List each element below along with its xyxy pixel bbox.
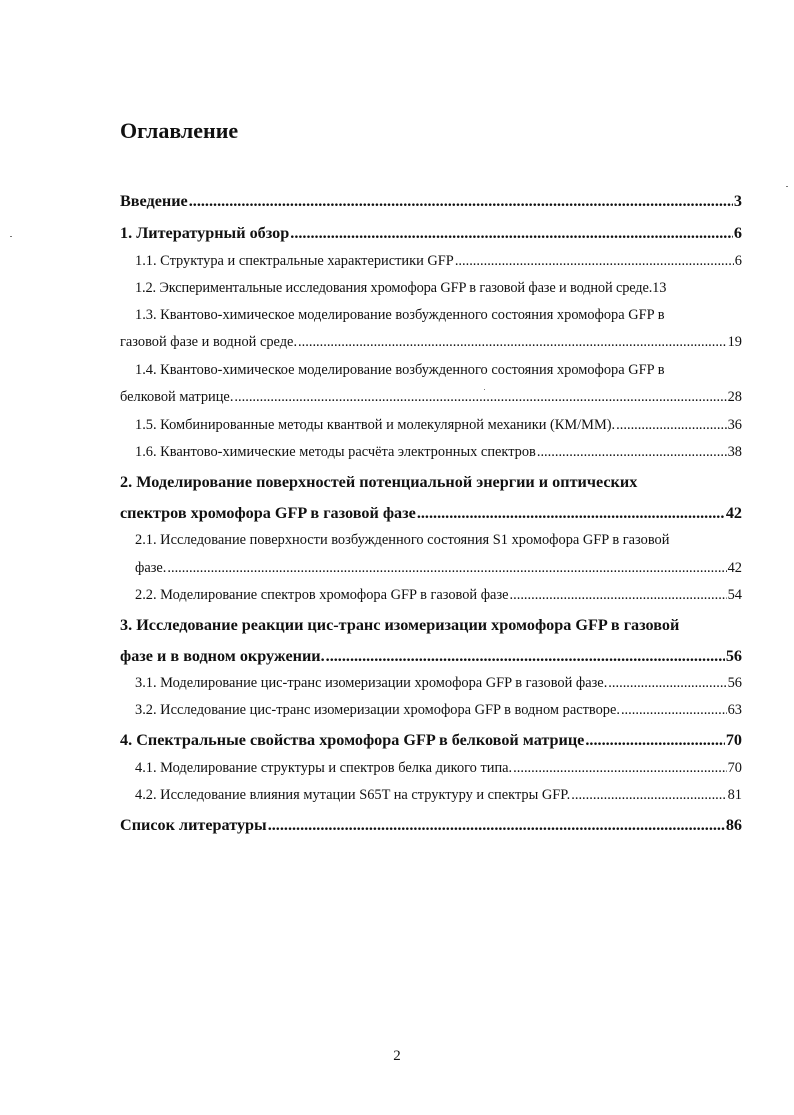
toc-page-number: 28 [727, 389, 742, 405]
toc-page-number: 81 [727, 787, 742, 803]
toc-entry-title: 1.6. Квантово-химические методы расчёта электронных спектров [135, 444, 536, 460]
toc-leader [417, 504, 725, 523]
toc-leader [510, 587, 727, 604]
toc-page-number: 70 [727, 760, 742, 776]
toc-leader [455, 253, 734, 270]
toc-page-number: 42 [727, 560, 742, 576]
scan-speck [484, 389, 485, 390]
toc-leader [513, 760, 726, 777]
toc-leader [537, 444, 727, 461]
toc-entry-section-1-2[interactable]: 1.2. Экспериментальные исследования хромофора GFP в газовой фазе и водной среде.13 [135, 280, 667, 296]
toc-entry-section-2-2[interactable] [135, 587, 742, 604]
toc-entry-chapter-3[interactable] [120, 647, 742, 666]
toc-leader [326, 647, 725, 666]
toc-page-number: 38 [727, 444, 742, 460]
toc-entry-section-1-5[interactable] [135, 417, 742, 434]
toc-entry-title: 3.2. Исследование цис-транс изомеризации хромофора GFP в водном растворе. [135, 702, 620, 718]
toc-leader [290, 224, 733, 243]
toc-entry-section-3-2[interactable] [135, 702, 742, 719]
toc-entry-title: 1.1. Структура и спектральные характеристики GFP [135, 253, 454, 269]
toc-entry-section-1-1[interactable] [135, 253, 742, 270]
toc-page-number: 56 [727, 675, 742, 691]
toc-entry-chapter-3-line1[interactable]: 3. Исследование реакции цис-транс изомеризации хромофора GFP в газовой [120, 616, 680, 634]
toc-entry-section-3-1[interactable] [135, 675, 742, 692]
toc-entry-section-4-2[interactable] [135, 787, 742, 804]
toc-page-number: 6 [733, 224, 742, 242]
toc-page-number: 63 [727, 702, 742, 718]
toc-entry-intro[interactable] [120, 192, 742, 211]
toc-page-number: 54 [727, 587, 742, 603]
page-title: Оглавление [120, 118, 239, 143]
toc-entry-title: фазе. [135, 560, 167, 576]
toc-leader [571, 787, 726, 804]
toc-entry-chapter-2-line1[interactable]: 2. Моделирование поверхностей потенциальной энергии и оптических [120, 473, 638, 491]
toc-entry-section-1-6[interactable] [135, 444, 742, 461]
toc-entry-chapter-2[interactable] [120, 504, 742, 523]
toc-leader [167, 560, 726, 577]
toc-page-number: 56 [725, 647, 742, 665]
toc-page-number: 19 [727, 334, 742, 350]
toc-entry-section-2-1-line1[interactable]: 2.1. Исследование поверхности возбужденного состояния S1 хромофора GFP в газовой [135, 532, 670, 548]
toc-leader [234, 389, 726, 406]
toc-page-number: 70 [725, 731, 742, 749]
toc-entry-section-1-3[interactable] [120, 334, 742, 351]
toc-entry-title: белковой матрице. [120, 389, 234, 405]
toc-entry-title: 2.2. Моделирование спектров хромофора GFP в газовой фазе [135, 587, 509, 603]
toc-entry-section-2-1[interactable] [135, 560, 742, 577]
toc-page-number: 3 [733, 192, 742, 210]
toc-leader [298, 334, 727, 351]
toc-entry-chapter-1[interactable] [120, 224, 742, 243]
toc-entry-section-1-4-line1[interactable]: 1.4. Квантово-химическое моделирование возбужденного состояния хромофора GFP в [135, 362, 665, 378]
toc-entry-title: 4.1. Моделирование структуры и спектров белка дикого типа. [135, 760, 513, 776]
toc-page-number: 6 [734, 253, 742, 269]
toc-leader [585, 731, 724, 750]
toc-entry-chapter-4[interactable] [120, 731, 742, 750]
toc-page-number: 42 [725, 504, 742, 522]
toc-entry-title: Введение [120, 192, 188, 210]
toc-leader [608, 675, 726, 692]
page-number: 2 [393, 1048, 401, 1064]
toc-entry-section-1-4[interactable] [120, 389, 742, 406]
toc-entry-title: спектров хромофора GFP в газовой фазе [120, 504, 416, 522]
toc-leader [616, 417, 726, 434]
toc-entry-section-1-3-line1[interactable]: 1.3. Квантово-химическое моделирование возбужденного состояния хромофора GFP в [135, 307, 665, 323]
toc-entry-title: 1. Литературный обзор [120, 224, 290, 242]
toc-entry-title: 1.5. Комбинированные методы квантвой и молекулярной механики (КМ/ММ). [135, 417, 616, 433]
toc-leader [621, 702, 727, 719]
toc-entry-title: 3.1. Моделирование цис-транс изомеризации хромофора GFP в газовой фазе. [135, 675, 608, 691]
toc-entry-title: Список литературы [120, 816, 267, 834]
scan-speck [786, 186, 788, 187]
toc-leader [268, 816, 725, 835]
toc-entry-references[interactable] [120, 816, 742, 835]
toc-entry-section-4-1[interactable] [135, 760, 742, 777]
toc-page-number: 36 [727, 417, 742, 433]
toc-entry-title: фазе и в водном окружении. [120, 647, 325, 665]
toc-leader [189, 192, 733, 211]
toc-entry-title: газовой фазе и водной среде. [120, 334, 298, 350]
toc-entry-title: 4. Спектральные свойства хромофора GFP в белковой матрице [120, 731, 585, 749]
toc-entry-title: 4.2. Исследование влияния мутации S65T на структуру и спектры GFP. [135, 787, 571, 803]
toc-page-number: 86 [725, 816, 742, 834]
scan-speck [10, 236, 12, 237]
